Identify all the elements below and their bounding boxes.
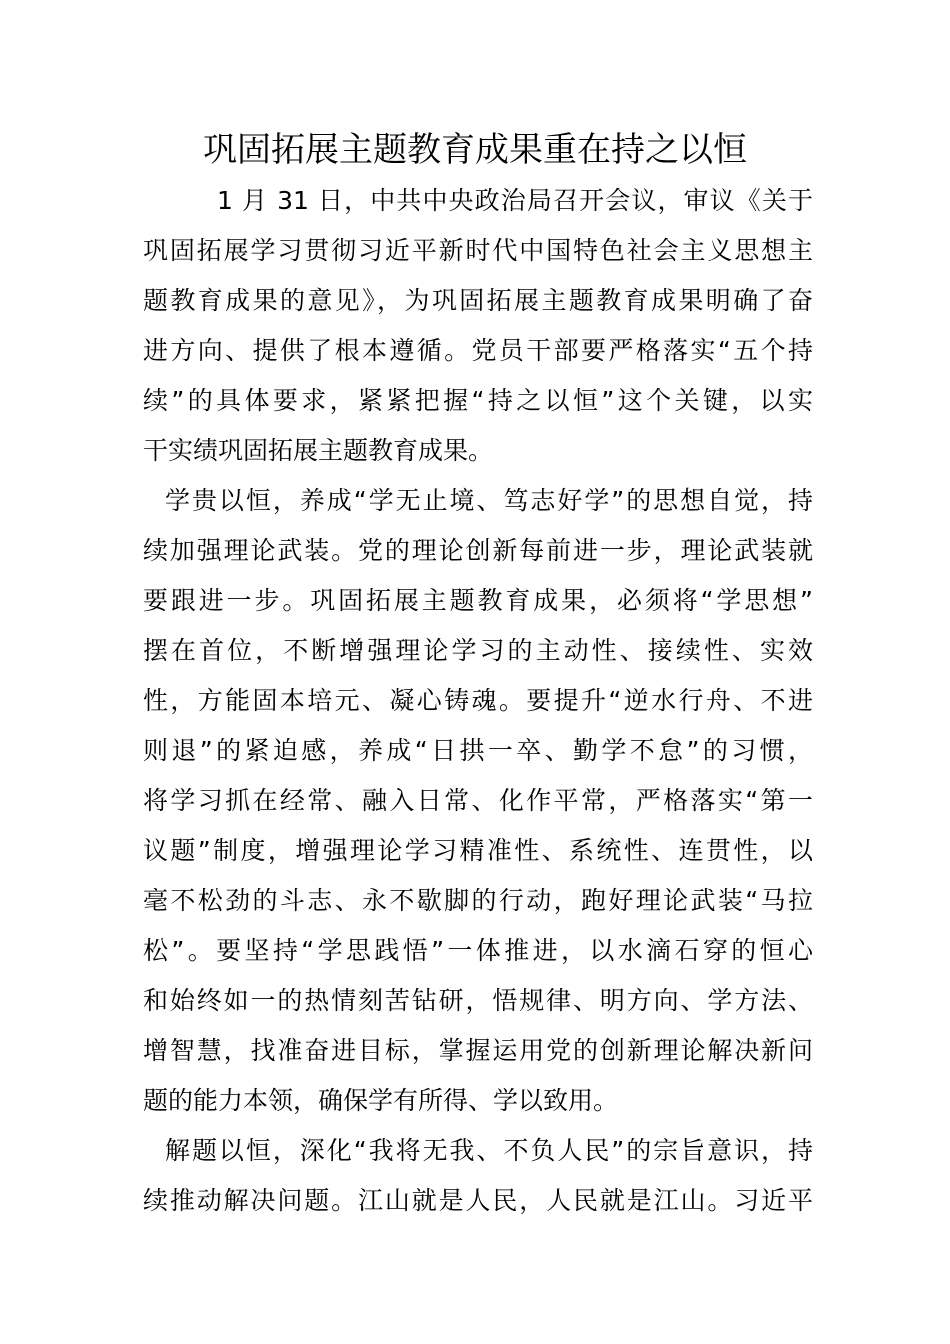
paragraph-2-line-11: 和始终如一的热情刻苦钻研，悟规律、明方向、学方法、 xyxy=(143,986,813,1015)
paragraph-2-line-9: 毫不松劲的斗志、永不歇脚的行动，跑好理论武装“马拉 xyxy=(143,886,813,915)
paragraph-1-line-4: 进方向、提供了根本遵循。党员干部要严格落实“五个持 xyxy=(143,336,813,365)
document-title: 巩固拓展主题教育成果重在持之以恒 xyxy=(203,130,747,170)
paragraph-2-line-6: 则退”的紧迫感，养成“日拱一卒、勤学不怠”的习惯， xyxy=(143,736,813,765)
paragraph-2-line-8: 议题”制度，增强理论学习精准性、系统性、连贯性，以 xyxy=(143,836,813,865)
paragraph-2-line-5: 性，方能固本培元、凝心铸魂。要提升“逆水行舟、不进 xyxy=(143,686,813,715)
paragraph-2-line-13: 题的能力本领，确保学有所得、学以致用。 xyxy=(143,1086,619,1115)
paragraph-2-line-3: 要跟进一步。巩固拓展主题教育成果，必须将“学思想” xyxy=(143,586,813,615)
paragraph-3-line-2: 续推动解决问题。江山就是人民，人民就是江山。习近平 xyxy=(143,1186,813,1215)
paragraph-2-line-1: 学贵以恒，养成“学无止境、笃志好学”的思想自觉，持 xyxy=(165,486,813,515)
paragraph-1-line-5: 续”的具体要求，紧紧把握“持之以恒”这个关键，以实 xyxy=(143,386,813,415)
paragraph-2-line-2: 续加强理论武装。党的理论创新每前进一步，理论武装就 xyxy=(143,536,813,565)
paragraph-1-line-2: 巩固拓展学习贯彻习近平新时代中国特色社会主义思想主 xyxy=(143,236,813,265)
paragraph-2-line-4: 摆在首位，不断增强理论学习的主动性、接续性、实效 xyxy=(143,636,813,665)
paragraph-3-line-1: 解题以恒，深化“我将无我、不负人民”的宗旨意识，持 xyxy=(165,1136,813,1165)
paragraph-2-line-7: 将学习抓在经常、融入日常、化作平常，严格落实“第一 xyxy=(143,786,813,815)
paragraph-1-line-3: 题教育成果的意见》，为巩固拓展主题教育成果明确了奋 xyxy=(143,286,813,315)
paragraph-1-line-1: 1 月 31 日，中共中央政治局召开会议，审议《关于 xyxy=(217,186,813,215)
paragraph-1-line-6: 干实绩巩固拓展主题教育成果。 xyxy=(143,436,494,465)
paragraph-2-line-10: 松”。要坚持“学思践悟”一体推进，以水滴石穿的恒心 xyxy=(143,936,813,965)
paragraph-2-line-12: 增智慧，找准奋进目标，掌握运用党的创新理论解决新问 xyxy=(143,1036,813,1065)
